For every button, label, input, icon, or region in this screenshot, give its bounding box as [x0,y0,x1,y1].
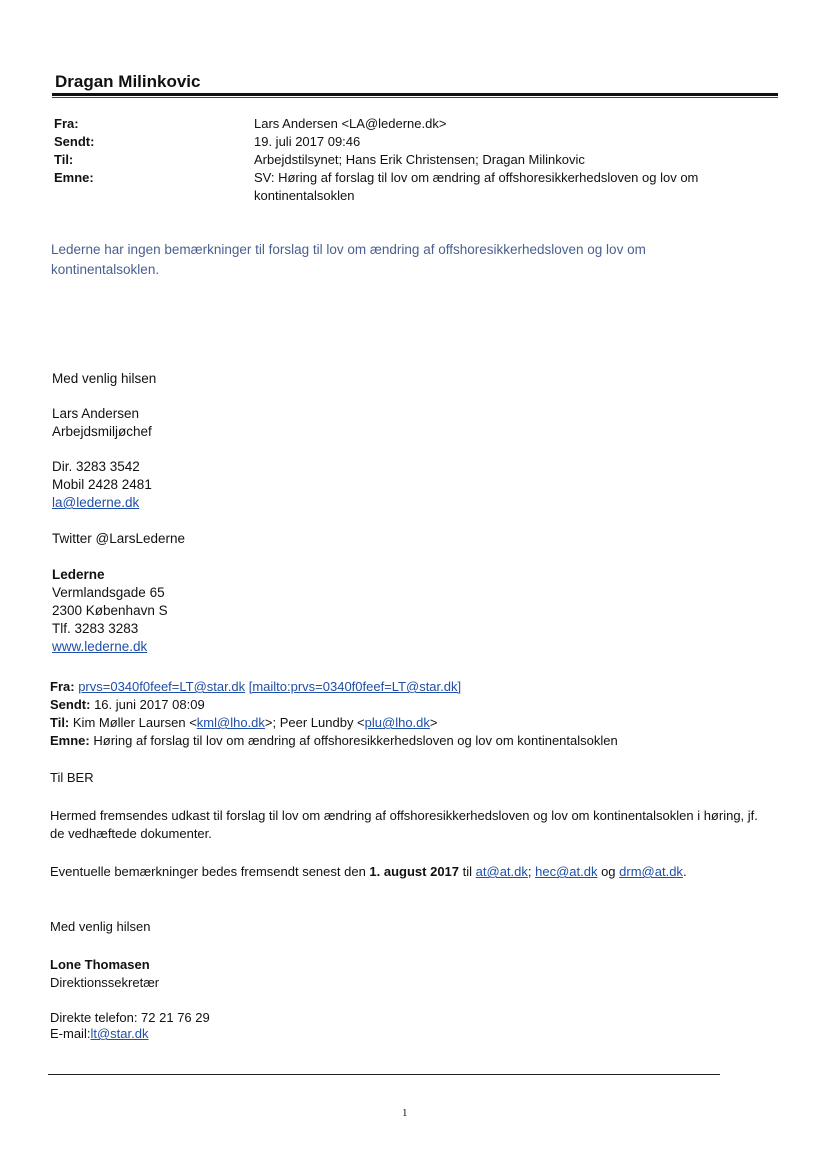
fwd-p2-email2-link[interactable]: hec@at.dk [535,864,598,879]
signature-direct-phone: Dir. 3283 3542 [52,459,140,474]
fwd-paragraph2 [50,863,770,881]
fwd-salutation: Til BER [50,770,94,785]
fwd-sent-row [50,696,770,714]
fwd-to-email1-link[interactable]: kml@lho.dk [196,715,265,730]
signature-address2: 2300 København S [52,603,168,618]
fwd-sender-email-row [50,1025,770,1043]
signature-org: Lederne [52,567,105,582]
fwd-sender-email-label: E-mail: [50,1026,91,1041]
page-number: 1 [402,1107,408,1119]
fwd-sender-phone: Direkte telefon: 72 21 76 29 [50,1010,210,1025]
header-sent-label: Sendt: [54,134,95,149]
fwd-subject-label: Emne: [50,733,90,748]
fwd-sender-title: Direktionssekretær [50,975,160,990]
email-body-text: Lederne har ingen bemærkninger til forslag til lov om ændring af offshoresikkerhedsloven og lov om kontinentalsoklen. [51,242,646,277]
footer-rule [48,1074,720,1075]
fwd-sent-value: 16. juni 2017 08:09 [94,697,205,712]
fwd-subject-row [50,732,770,750]
fwd-from-row [50,678,770,696]
fwd-paragraph1: Hermed fremsendes udkast til forslag til lov om ændring af offshoresikkerhedsloven og lov om kontinentalsoklen i høring, jf. de vedhæftede dokumenter. [50,808,758,841]
fwd-p2-end: . [682,864,687,879]
signature-address1: Vermlandsgade 65 [52,585,165,600]
fwd-sent-label: Sendt: [50,697,91,712]
fwd-from-label: Fra: [50,679,75,694]
fwd-to-label: Til: [50,715,70,730]
fwd-p2-til: til [459,864,476,879]
header-to-label: Til: [54,152,74,167]
fwd-p2-og: og [597,864,620,879]
header-rule [52,93,778,96]
header-subject-value: SV: Høring af forslag til lov om ændring af offshoresikkerhedsloven og lov om kontinentalsoklen [254,170,699,203]
signature-email-link[interactable]: la@lederne.dk [52,495,140,510]
signature-title: Arbejdsmiljøchef [52,424,152,439]
fwd-p2-deadline: 1. august 2017 [369,864,460,879]
header-rule-thin [52,97,778,98]
fwd-greeting: Med venlig hilsen [50,919,151,934]
signature-name: Lars Andersen [52,406,140,421]
header-from-value: Lars Andersen <LA@lederne.dk> [254,116,447,131]
signature-twitter: Twitter @LarsLederne [52,531,186,546]
fwd-p2-email3-link[interactable]: drm@at.dk [619,864,683,879]
fwd-to-row [50,714,770,732]
fwd-p2-sep: ; [527,864,536,879]
header-to-value: Arbejdstilsynet; Hans Erik Christensen; Dragan Milinkovic [254,152,585,167]
fwd-to-end: > [429,715,438,730]
fwd-from-mailto-link[interactable]: [mailto:prvs=0340f0feef=LT@star.dk] [248,679,462,694]
header-from-label: Fra: [54,116,79,131]
signature-website-link[interactable]: www.lederne.dk [52,639,148,654]
signature-phone: Tlf. 3283 3283 [52,621,139,636]
header-sent-value: 19. juli 2017 09:46 [254,134,361,149]
signature-mobile: Mobil 2428 2481 [52,477,152,492]
fwd-to-email2-link[interactable]: plu@lho.dk [364,715,430,730]
fwd-sender-email-link[interactable]: lt@star.dk [90,1026,149,1041]
signature-greeting: Med venlig hilsen [52,371,157,386]
fwd-p2-prefix: Eventuelle bemærkninger bedes fremsendt senest den [50,864,370,879]
fwd-to-name1: Kim Møller Laursen < [72,715,197,730]
fwd-sender-name: Lone Thomasen [50,957,150,972]
fwd-subject-value: Høring af forslag til lov om ændring af offshoresikkerhedsloven og lov om kontinentalsoklen [93,733,618,748]
header-subject-label: Emne: [54,170,94,185]
fwd-p2-email1-link[interactable]: at@at.dk [475,864,528,879]
fwd-to-sep: >; Peer Lundby < [264,715,365,730]
document-owner-name: Dragan Milinkovic [55,72,201,91]
fwd-from-link[interactable]: prvs=0340f0feef=LT@star.dk [78,679,246,694]
